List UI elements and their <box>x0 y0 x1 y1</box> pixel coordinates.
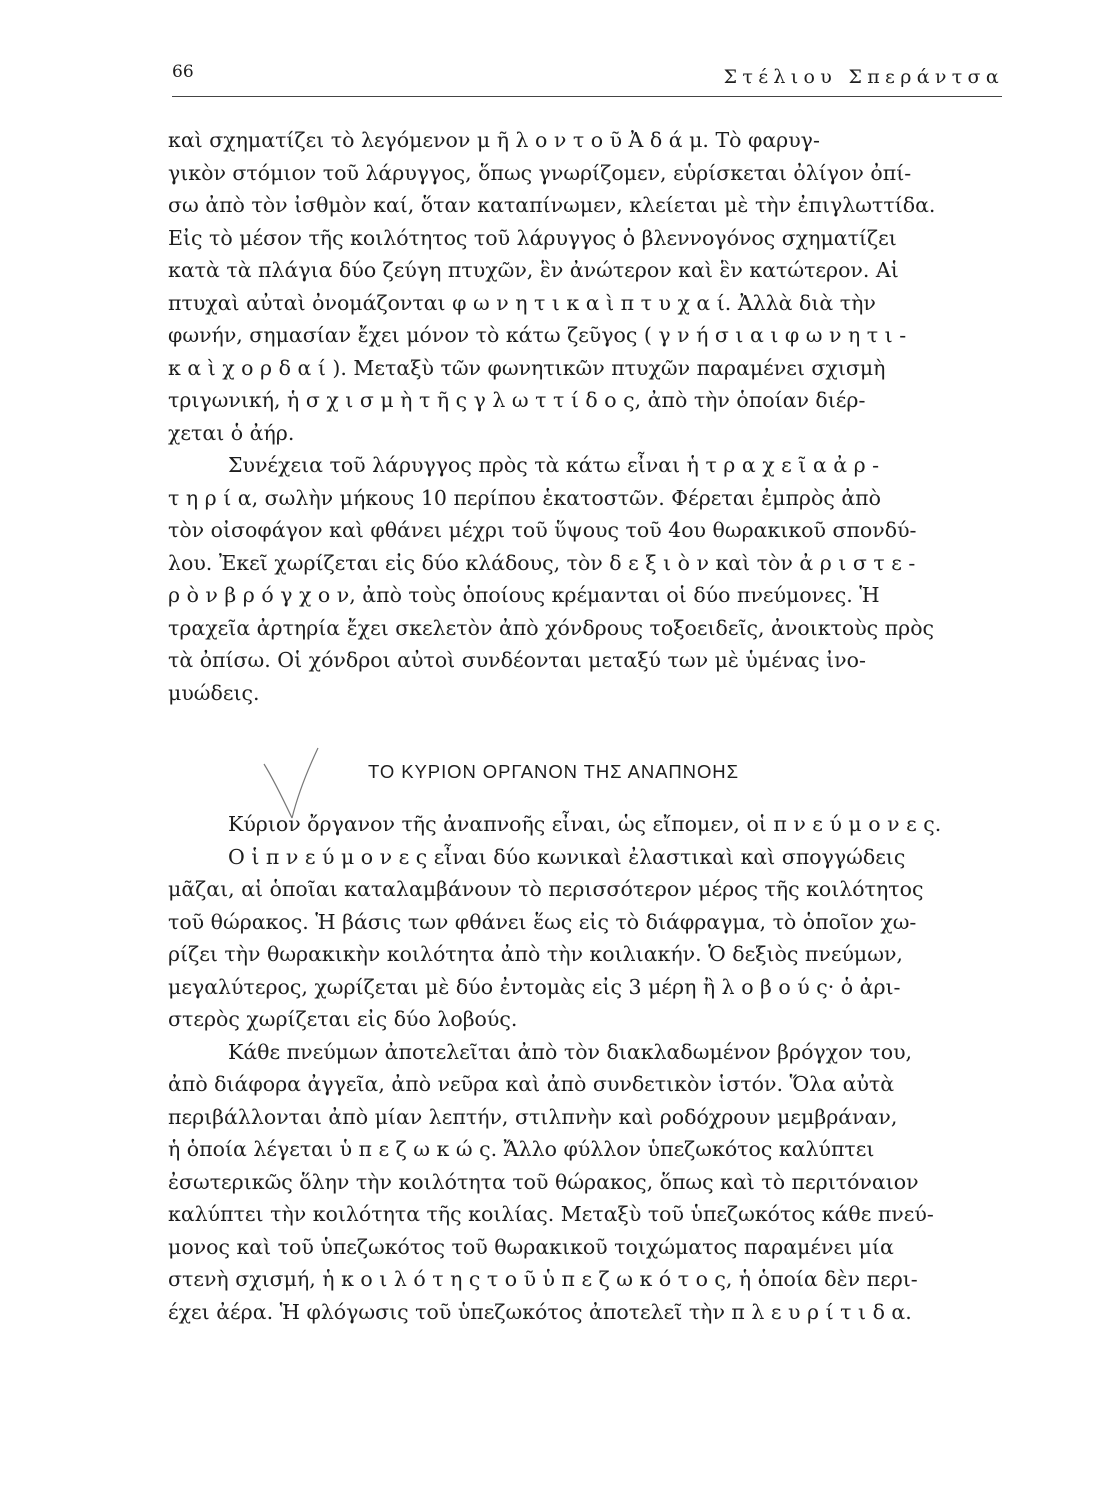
section-heading: ΤΟ ΚΥΡΙΟΝ ΟΡΓΑΝΟΝ ΤΗΣ ΑΝΑΠΝΟΗΣ <box>368 761 739 782</box>
page-header <box>172 58 1004 98</box>
text-line: ἡ ὁποία λέγεται ὑ π ε ζ ω κ ώ ς. Ἄλλο φύλλον ὑπεζωκότος καλύπτει <box>168 1137 875 1161</box>
text-line: στενὴ σχισμή, ἡ κ ο ι λ ό τ η ς τ ο ῦ ὑ π ε ζ ω κ ό τ ο ς, ἡ ὁποία δὲν περι- <box>168 1267 918 1291</box>
text-line: τοῦ θώρακος. Ἡ βάσις των φθάνει ἕως εἰς τὸ διάφραγμα, τὸ ὁποῖον χω- <box>168 909 917 934</box>
text-line: ἐσωτερικῶς ὅλην τὴν κοιλότητα τοῦ θώρακος, ὅπως καὶ τὸ περιτόναιον <box>168 1169 919 1194</box>
text-line: Κάθε πνεύμων ἀποτελεῖται ἀπὸ τὸν διακλαδωμένον βρόγχον του, <box>228 1039 913 1064</box>
text-line: κ α ὶ χ ο ρ δ α ί ). Μεταξὺ τῶν φωνητικῶν πτυχῶν παραμένει σχισμὴ <box>168 355 886 380</box>
text-line: πτυχαὶ αὐταὶ ὀνομάζονται φ ω ν η τ ι κ α ὶ π τ υ χ α ί. Ἀλλὰ διὰ τὴν <box>168 290 876 315</box>
text-line: Κύριον ὄργανον τῆς ἀναπνοῆς εἶναι, ὡς εἴπομεν, οἱ π ν ε ύ μ ο ν ε ς. <box>228 812 942 836</box>
text-line: καὶ σχηματίζει τὸ λεγόμενον μ ῆ λ ο ν τ ο ῦ Ἀ δ ά μ. Τὸ φαρυγ- <box>168 128 820 152</box>
text-line: ρίζει τὴν θωρακικὴν κοιλότητα ἀπὸ τὴν κοιλιακήν. Ὁ δεξιὸς πνεύμων, <box>168 942 903 966</box>
text-line: χεται ὁ ἀήρ. <box>168 420 295 445</box>
text-line: περιβάλλονται ἀπὸ μίαν λεπτήν, στιλπνὴν καὶ ροδόχρουν μεμβράναν, <box>168 1104 898 1129</box>
text-line: καλύπτει τὴν κοιλότητα τῆς κοιλίας. Μεταξὺ τοῦ ὑπεζωκότος κάθε πνεύ- <box>168 1202 934 1226</box>
text-line: τὸν οἰσοφάγον καὶ φθάνει μέχρι τοῦ ὕψους τοῦ 4ου θωρακικοῦ σπονδύ- <box>168 518 917 542</box>
running-head: Στέλιου Σπεράντσα <box>723 66 1004 88</box>
text-line: γικὸν στόμιον τοῦ λάρυγγος, ὅπως γνωρίζομεν, εὑρίσκεται ὀλίγον ὀπί- <box>168 160 912 185</box>
text-line: Εἰς τὸ μέσον τῆς κοιλότητος τοῦ λάρυγγος ὁ βλεννογόνος σχηματίζει <box>168 225 897 250</box>
text-line: Συνέχεια τοῦ λάρυγγος πρὸς τὰ κάτω εἶναι ἡ τ ρ α χ ε ῖ α ἀ ρ - <box>228 453 880 477</box>
text-line: μεγαλύτερος, χωρίζεται μὲ δύο ἐντομὰς εἰς 3 μέρη ἢ λ ο β ο ύ ς· ὁ ἀρι- <box>168 974 901 999</box>
text-line: σω ἀπὸ τὸν ἰσθμὸν καί, ὅταν καταπίνωμεν, κλείεται μὲ τὴν ἐπιγλωττίδα. <box>168 193 936 217</box>
text-line: μυώδεις. <box>168 680 260 705</box>
text-line: τραχεῖα ἀρτηρία ἔχει σκελετὸν ἀπὸ χόνδρους τοξοειδεῖς, ἀνοικτοὺς πρὸς <box>168 615 935 640</box>
text-line: τ η ρ ί α, σωλὴν μήκους 10 περίπου ἑκατοστῶν. Φέρεται ἐμπρὸς ἀπὸ <box>168 485 881 510</box>
section-2-text <box>168 808 1008 1328</box>
text-line: φωνήν, σημασίαν ἔχει μόνον τὸ κάτω ζεῦγος ( γ ν ή σ ι α ι φ ω ν η τ ι - <box>168 323 907 347</box>
section-1-text <box>168 124 1008 709</box>
text-line: τὰ ὀπίσω. Οἱ χόνδροι αὐτοὶ συνδέονται μεταξύ των μὲ ὑμένας ἰνο- <box>168 648 866 672</box>
text-line: μονος καὶ τοῦ ὑπεζωκότος τοῦ θωρακικοῦ τοιχώματος παραμένει μία <box>168 1234 894 1259</box>
text-line: ἀπὸ διάφορα ἀγγεῖα, ἀπὸ νεῦρα καὶ ἀπὸ συνδετικὸν ἱστόν. Ὅλα αὐτὰ <box>168 1072 895 1096</box>
text-line: μᾶζαι, αἱ ὁποῖαι καταλαμβάνουν τὸ περισσότερον μέρος τῆς κοιλότητος <box>168 877 924 901</box>
text-line: στερὸς χωρίζεται εἰς δύο λοβούς. <box>168 1007 518 1031</box>
text-line: Ο ἱ π ν ε ύ μ ο ν ε ς εἶναι δύο κωνικαὶ ἐλαστικαὶ καὶ σπογγώδεις <box>228 844 906 869</box>
text-line: τριγωνική, ἡ σ χ ι σ μ ὴ τ ῆ ς γ λ ω τ τ ί δ ο ς, ἀπὸ τὴν ὁποίαν διέρ- <box>168 388 866 412</box>
text-line: έχει ἀέρα. Ἡ φλόγωσις τοῦ ὑπεζωκότος ἀποτελεῖ τὴν π λ ε υ ρ ί τ ι δ α. <box>168 1299 912 1324</box>
text-line: ρ ὸ ν β ρ ό γ χ ο ν, ἀπὸ τοὺς ὁποίους κρέμανται οἱ δύο πνεύμονες. Ἡ <box>168 583 880 607</box>
page-number: 66 <box>172 62 194 82</box>
text-line: λου. Ἐκεῖ χωρίζεται εἰς δύο κλάδους, τὸν δ ε ξ ι ὸ ν καὶ τὸν ἀ ρ ι σ τ ε - <box>168 550 916 575</box>
text-line: κατὰ τὰ πλάγια δύο ζεύγη πτυχῶν, ἓν ἀνώτερον καὶ ἓν κατώτερον. Αἱ <box>168 258 899 282</box>
header-rule <box>172 96 1002 97</box>
